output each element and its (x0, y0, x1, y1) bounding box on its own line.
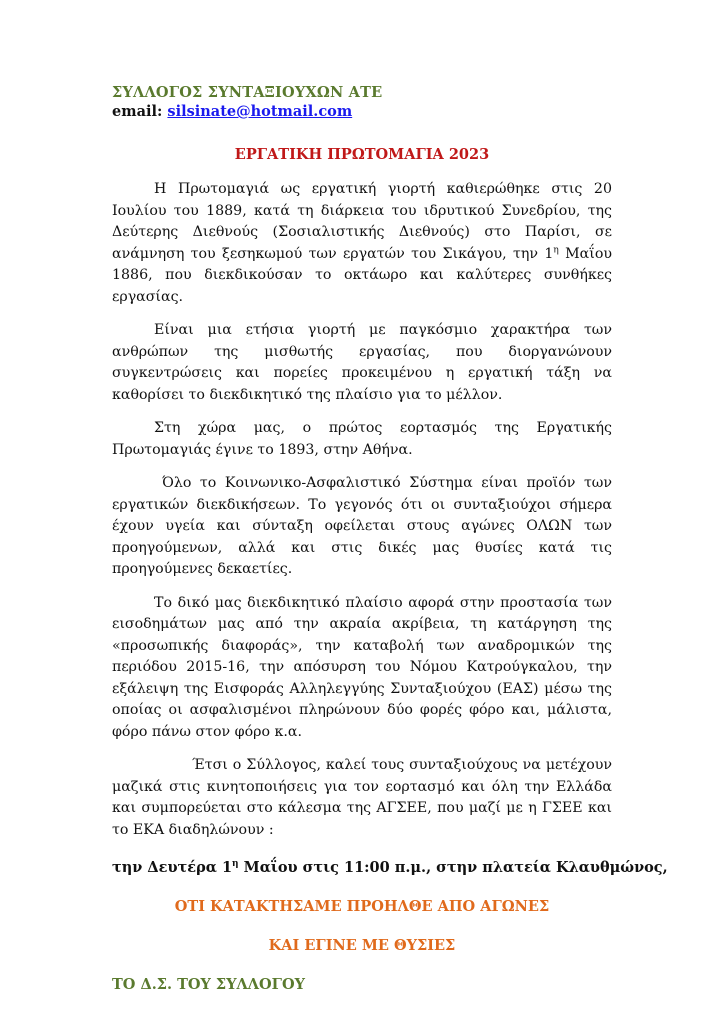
email-link[interactable]: silsinate@hotmail.com (167, 103, 353, 120)
event-text-b: Μαΐου στις 11:00 π.μ., στην πλατεία Κλαυθμώνος, (238, 859, 668, 876)
event-details (112, 859, 668, 876)
event-text-a: την Δευτέρα 1 (112, 859, 233, 876)
paragraph-history (112, 179, 612, 308)
paragraph-social-security: Όλο το Κοινωνικο-Ασφαλιστικό Σύστημα είναι προϊόν των εργατικών διεκδικήσεων. Το γεγονός ότι οι συνταξιούχοι σήμερα έχουν υγεία και σύνταξη οφείλεται στους αγώνες ΟΛΩΝ των προηγούμενων, αλλά και στις δικές μας θυσίες κατά τις προηγούμενες δεκαετίες. (112, 475, 612, 577)
slogan-line-1: ΟΤΙ ΚΑΤΑΚΤΗΣΑΜΕ ΠΡΟΗΛΘΕ ΑΠΟ ΑΓΩΝΕΣ (174, 898, 550, 915)
email-label: email: (112, 103, 163, 120)
paragraph-annual-celebration: Είναι μια ετήσια γιορτή με παγκόσμιο χαρακτήρα των ανθρώπων της μισθωτής εργασίας, που διοργανώνουν συγκεντρώσεις και πορείες προκειμένου η εργατική τάξη να καθορίσει το διεκδικητικό της πλαίσιο για το μέλλον. (112, 322, 612, 403)
paragraph-greece-first: Στη χώρα μας, ο πρώτος εορτασμός της Εργατικής Πρωτομαγιάς έγινε το 1893, στην Αθήνα. (112, 420, 612, 458)
paragraph-history-text-b: Μαΐου 1886, που διεκδικούσαν το οκτάωρο και καλύτερες συνθήκες εργασίας. (112, 245, 612, 305)
paragraph-call-to-action: Έτσι ο Σύλλογος, καλεί τους συνταξιούχους να μετέχουν μαζικά στις κινητοποιήσεις για τον εορτασμό και όλη την Ελλάδα και συμπορεύεται στο κάλεσμα της ΑΓΣΕΕ, που μαζί με η ΓΣΕΕ και το ΕΚΑ διαδηλώνουν : (112, 757, 612, 838)
paragraph-demands: Το δικό μας διεκδικητικό πλαίσιο αφορά στην προστασία των εισοδημάτων μας από την ακραία ακρίβεια, τη κατάργηση της «προσωπικής διαφοράς», την καταβολή των αναδρομικών της περιόδου 2015-16, την απόσυρση του Νόμου Κατρούγκαλου, την εξάλειψη της Εισφοράς Αλληλεγγύης Συνταξιούχου (ΕΑΣ) μέσω της οποίας οι ασφαλισμένοι πληρώνουν δύο φορές φόρο και, μάλιστα, φόρο πάνω στον φόρο κ.α. (112, 594, 612, 740)
slogan-line-2: ΚΑΙ ΕΓΙΝΕ ΜΕ ΘΥΣΙΕΣ (268, 937, 456, 954)
paragraph-history-ordinal: η (553, 244, 559, 255)
email-line (112, 103, 612, 120)
signature: ΤΟ Δ.Σ. ΤΟΥ ΣΥΛΛΟΓΟΥ (112, 976, 305, 993)
document-title: ΕΡΓΑΤΙΚΗ ΠΡΩΤΟΜΑΓΙΑ 2023 (234, 146, 490, 163)
organization-name: ΣΥΛΛΟΓΟΣ ΣΥΝΤΑΞΙΟΥΧΩΝ ΑΤΕ (112, 84, 383, 101)
event-ordinal: η (232, 859, 239, 870)
paragraph-history-text-a: Η Πρωτομαγιά ως εργατική γιορτή καθιερώθηκε στις 20 Ιουλίου του 1889, κατά τη διάρκεια του ιδρυτικού Συνεδρίου, της Δεύτερης Διεθνούς (Σοσιαλιστικής Διεθνούς) στο Παρίσι, σε ανάμνηση του ξεσηκωμού των εργατών του Σικάγου, την 1 (112, 181, 612, 262)
